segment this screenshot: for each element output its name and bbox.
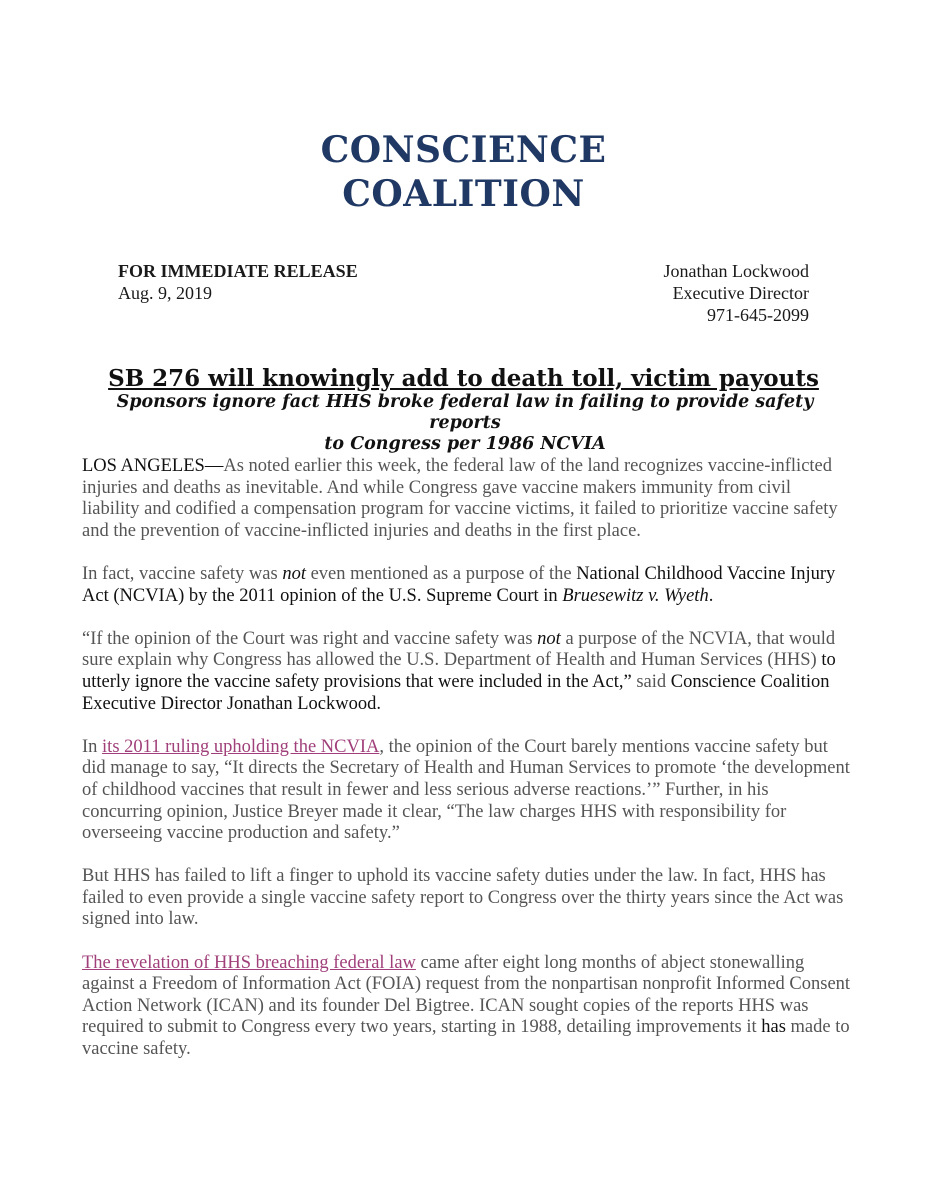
- paragraph-6: [82, 953, 852, 1061]
- contact-title: Executive Director: [672, 283, 809, 303]
- release-label: FOR IMMEDIATE RELEASE: [118, 261, 358, 281]
- paragraph-2-text-a: In fact, vaccine safety was: [82, 563, 283, 584]
- article-body: [82, 456, 852, 1082]
- paragraph-3-attribution: Conscience Coalition Executive Director Jonathan Lockwood.: [82, 671, 830, 714]
- paragraph-5-text: But HHS has failed to lift a finger to uphold its vaccine safety duties under the law. In fact, HHS has failed to even provide a single vaccine safety report to Congress over the thirty years since the Act was signed into law.: [82, 866, 844, 930]
- paragraph-3: [82, 629, 852, 715]
- contact-phone: 971-645-2099: [707, 305, 809, 325]
- subheadline: [80, 392, 850, 455]
- paragraph-4-text: , the opinion of the Court barely mentions vaccine safety but did manage to say, “It directs the Secretary of Health and Human Services to promote ‘the development of childhood vaccines that result in fewer and less serious adverse reactions.’” Further, in his concurring opinion, Justice Breyer made it clear, “The law charges HHS with responsibility for overseeing vaccine production and safety.”: [82, 736, 850, 844]
- release-date: Aug. 9, 2019: [118, 283, 212, 303]
- paragraph-3-text-b: a purpose of the NCVIA, that would sure explain why Congress has allowed the U.S. Department of Health and Human Services (HHS): [82, 628, 836, 671]
- organization-title: [0, 128, 927, 216]
- hhs-breach-link[interactable]: The revelation of HHS breaching federal law: [82, 952, 416, 973]
- contact-info: [664, 260, 809, 326]
- paragraph-6-has: has: [761, 1017, 786, 1038]
- paragraph-2-text-b: even mentioned as a purpose of the: [305, 563, 577, 584]
- emphasis-not-2: not: [537, 628, 561, 649]
- org-title-line2: COALITION: [342, 173, 585, 215]
- subheadline-line1: Sponsors ignore fact HHS broke federal law in failing to provide safety reports: [116, 392, 814, 433]
- paragraph-4-lead: In: [82, 736, 103, 757]
- release-info: [118, 260, 358, 304]
- headline: SB 276 will knowingly add to death toll, victim payouts: [108, 365, 819, 392]
- paragraph-1: [82, 456, 852, 542]
- subheadline-line2: to Congress per 1986 NCVIA: [324, 434, 606, 454]
- paragraph-5: [82, 866, 852, 931]
- org-title-line1: CONSCIENCE: [320, 129, 607, 171]
- paragraph-3-text-d: said: [631, 671, 671, 692]
- case-name: Bruesewitz v. Wyeth: [562, 585, 709, 606]
- paragraph-2-end: .: [708, 585, 714, 606]
- paragraph-4: [82, 737, 852, 845]
- paragraph-2-act: National Childhood Vaccine Injury Act (NCVIA) by the 2011 opinion of the U.S. Supreme Court in: [82, 563, 836, 606]
- dateline: LOS ANGELES: [82, 456, 205, 476]
- ncvia-ruling-link[interactable]: its 2011 ruling upholding the NCVIA: [102, 736, 380, 757]
- paragraph-3-text-c: to utterly ignore the vaccine safety provisions that were included in the Act,”: [82, 650, 836, 692]
- contact-name: Jonathan Lockwood: [663, 261, 809, 281]
- paragraph-1-text: As noted earlier this week, the federal law of the land recognizes vaccine-inflicted injuries and deaths as inevitable. And while Congress gave vaccine makers immunity from civil liability and codified a compensation program for vaccine victims, it failed to prioritize vaccine safety and the prevention of vaccine-inflicted injuries and deaths in the first place.: [82, 456, 838, 541]
- paragraph-6-text-a: came after eight long months of abject stonewalling against a Freedom of Information Act (FOIA) request from the nonpartisan nonprofit Informed Consent Action Network (ICAN) and its founder Del Bigtree. ICAN sought copies of the reports HHS was required to submit to Congress every two years, starting in 1988, detailing improvements it: [82, 952, 851, 1038]
- paragraph-6-text-b: made to vaccine safety.: [82, 1017, 850, 1060]
- paragraph-2: [82, 564, 852, 607]
- emphasis-not: not: [282, 563, 306, 584]
- paragraph-3-text-a: “If the opinion of the Court was right and vaccine safety was: [82, 628, 538, 649]
- dateline-dash: —: [204, 456, 224, 476]
